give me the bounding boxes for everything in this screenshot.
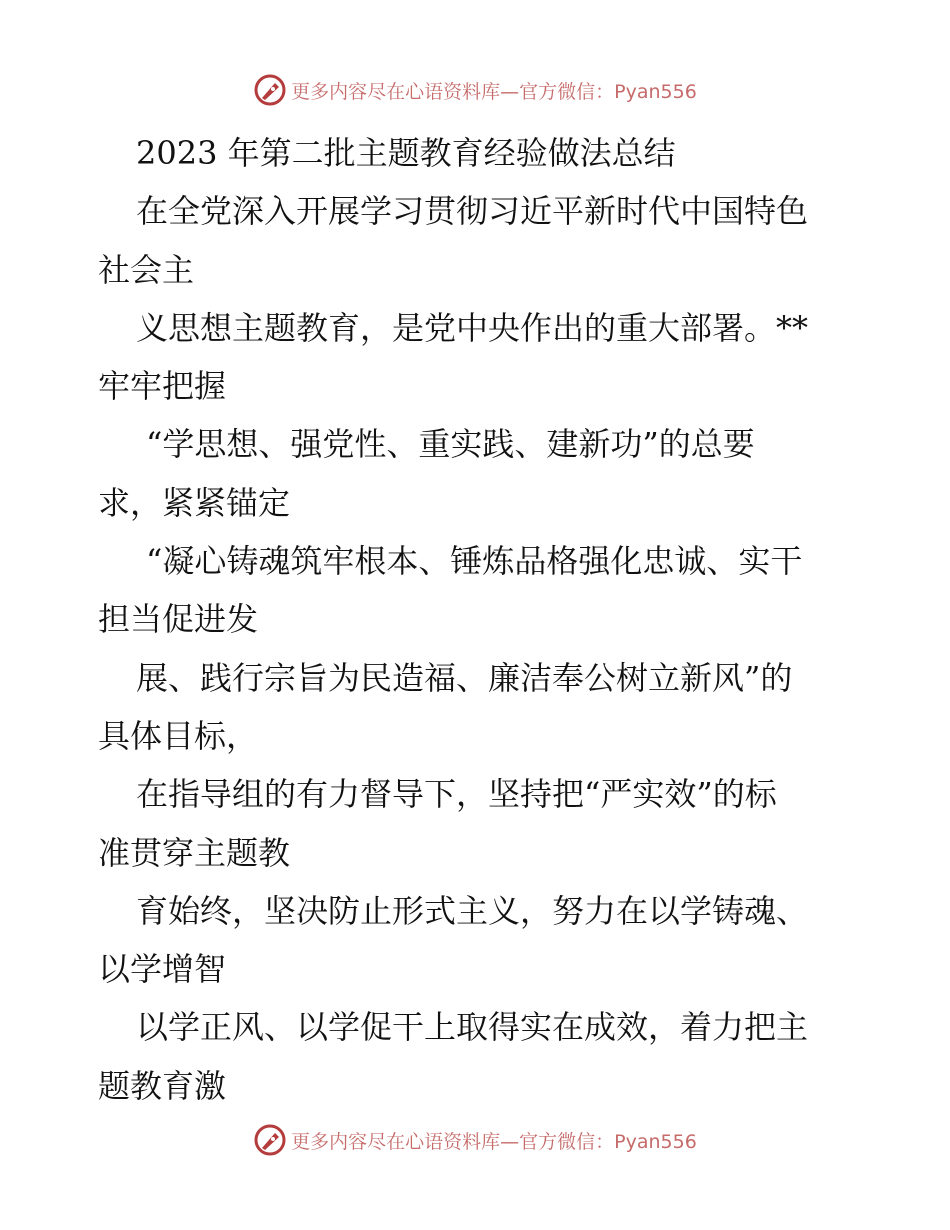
document-title: 2023 年第二批主题教育经验做法总结 (136, 134, 676, 172)
text-line: 在指导组的有力督导下，坚持把“严实效”的标 (136, 775, 777, 814)
pen-logo-icon (253, 73, 287, 107)
text-line: 义思想主题教育，是党中央作出的重大部署。** (136, 308, 809, 347)
header-watermark-banner (0, 70, 950, 110)
footer-watermark-banner (0, 1120, 950, 1160)
banner-text: 更多内容尽在心语资料库—官方微信：Pyan556 (291, 1130, 697, 1153)
text-line: 育始终，坚决防止形式主义，努力在以学铸魂、 (136, 891, 809, 930)
text-line: 牢牢把握 (98, 367, 227, 406)
text-line: 以学增智 (98, 950, 227, 989)
text-line: 准贯穿主题教 (98, 833, 291, 872)
text-line: “学思想、强党性、重实践、建新功”的总要 (146, 425, 755, 464)
text-line: 在全党深入开展学习贯彻习近平新时代中国特色 (136, 192, 809, 231)
text-line: 具体目标， (98, 716, 259, 755)
banner-text: 更多内容尽在心语资料库—官方微信：Pyan556 (291, 80, 697, 103)
text-line: 求，紧紧锚定 (98, 483, 291, 522)
text-line: “凝心铸魂筑牢根本、锤炼品格强化忠诚、实干 (146, 542, 803, 581)
document-body (98, 124, 858, 1115)
wechat-id: Pyan556 (614, 80, 697, 103)
text-line: 社会主 (98, 250, 195, 289)
wechat-id: Pyan556 (614, 1130, 697, 1153)
text-line: 以学正风、以学促干上取得实在成效，着力把主 (136, 1008, 809, 1047)
pen-logo-icon (253, 1123, 287, 1157)
text-line: 担当促进发 (98, 600, 259, 639)
text-line: 展、践行宗旨为民造福、廉洁奉公树立新风”的 (136, 658, 793, 697)
text-line: 题教育激 (98, 1066, 227, 1105)
